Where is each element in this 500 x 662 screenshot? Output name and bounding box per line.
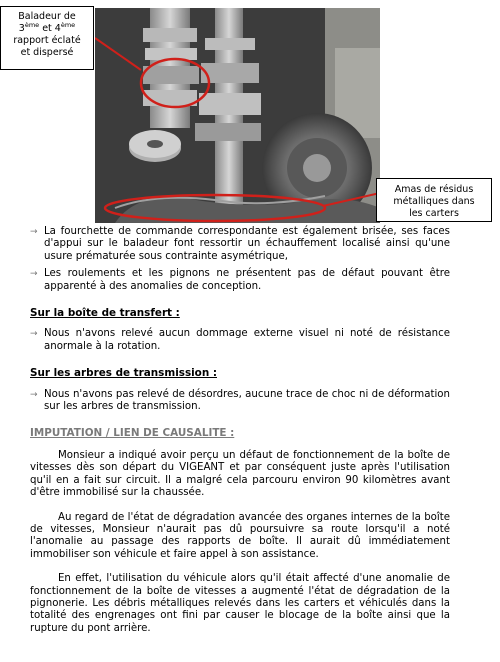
callout-left-line2: 3ème et 4ème <box>18 20 76 34</box>
arrow-right-icon: → <box>30 329 38 340</box>
callout-left-line1: Baladeur de <box>18 11 76 22</box>
paragraph: Monsieur a indiqué avoir perçu un défaut de fonctionnement de la boîte de vitesses dès son départ du VIGEANT et par conséquent juste après l'utilisation qu'il en a fait sur circuit. Il a malgré cela parcouru environ 90 kilomètres avant d'être immobilisé sur la chaussée. <box>30 449 450 499</box>
arrow-right-icon: → <box>30 389 38 400</box>
section-heading-transfert: Sur la boîte de transfert : <box>30 307 180 320</box>
callout-right-line3: les carters <box>409 208 459 219</box>
callout-left-line3: rapport éclaté <box>13 35 81 46</box>
callout-right-line2: métalliques dans <box>393 196 475 207</box>
bullet-item: → Nous n'avons relevé aucun dommage externe visuel ni noté de résistance anormale à la rotation. <box>30 328 450 352</box>
section-heading-arbres: Sur les arbres de transmission : <box>30 367 217 380</box>
callout-baladeur <box>0 6 94 70</box>
callout-residus <box>376 178 492 222</box>
bullet-item: → Nous n'avons pas relevé de désordres, aucune trace de choc ni de déformation sur les arbres de transmission. <box>30 388 450 413</box>
callout-left-line4: et dispersé <box>20 47 74 58</box>
arrow-right-icon: → <box>30 227 38 237</box>
section-heading-imputation: IMPUTATION / LIEN DE CAUSALITE : <box>30 427 235 440</box>
callout-right-line1: Amas de résidus <box>394 184 474 195</box>
bullet-item: → Les roulements et les pignons ne présentent pas de défaut pouvant être apparenté à des anomalies de conception. <box>30 268 450 292</box>
paragraph: Au regard de l'état de dégradation avancée des organes internes de la boîte de vitesses, Monsieur n'aurait pas dû poursuivre sa route lorsqu'il a noté l'anomalie au passage des rapports de boîte. Il aurait dû immédiatement immobiliser son véhicule et faire appel à son assistance. <box>30 511 450 560</box>
document-body <box>30 226 450 647</box>
arrow-right-icon: → <box>30 269 38 280</box>
gearbox-illustration <box>95 8 380 223</box>
gearbox-photo <box>95 8 380 223</box>
bullet-item: → La fourchette de commande correspondante est également brisée, ses faces d'appui sur le baladeur font ressortir un échauffement localisé ainsi qu'une usure prématurée sous contrainte asymétrique, <box>30 226 450 262</box>
paragraph: En effet, l'utilisation du véhicule alors qu'il était affecté d'une anomalie de fonctionnement de la boîte de vitesses a augmenté l'état de dégradation de la pignonerie. Les débris métalliques relevés dans les carters et véhiculés dans la totalité des engrenages ont fini par causer le blocage de la boîte ainsi que la rupture du pont arrière. <box>30 573 450 634</box>
